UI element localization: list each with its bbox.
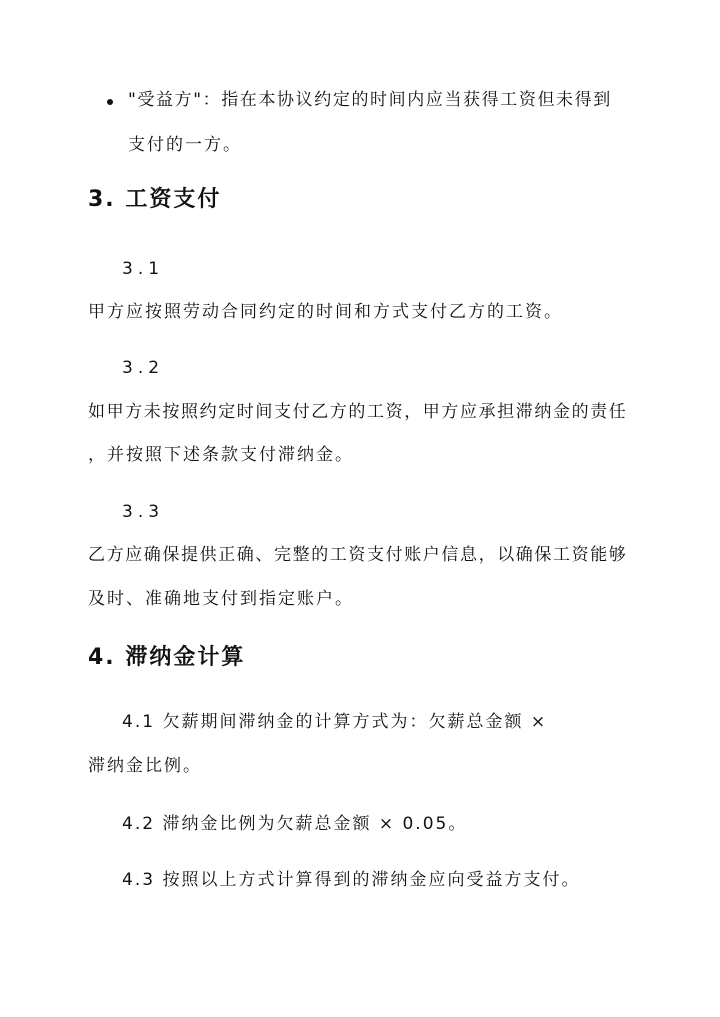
clause-4-2: 4.2 滞纳金比例为欠薪总金额 × 0.05。	[122, 814, 468, 834]
clause-4-1-line-1: 4.1 欠薪期间滞纳金的计算方式为：欠薪总金额 ×	[122, 712, 548, 732]
section-4-heading: 4. 滞纳金计算	[88, 645, 246, 670]
clause-3-3-line-1: 乙方应确保提供正确、完整的工资支付账户信息，以确保工资能够	[88, 545, 628, 565]
bullet-point	[107, 99, 113, 105]
clause-3-1-text: 甲方应按照劳动合同约定的时间和方式支付乙方的工资。	[88, 302, 563, 322]
clause-3-2-line-2: ，并按照下述条款支付滞纳金。	[88, 445, 354, 465]
clause-4-1-line-2: 滞纳金比例。	[88, 756, 202, 776]
clause-3-1-number: 3.1	[122, 259, 165, 279]
clause-3-2-line-1: 如甲方未按照约定时间支付乙方的工资，甲方应承担滞纳金的责任	[88, 402, 628, 422]
clause-3-3-line-2: 及时、准确地支付到指定账户。	[88, 589, 354, 609]
beneficiary-definition-line-2: 支付的一方。	[128, 135, 242, 155]
clause-3-3-number: 3.3	[122, 502, 165, 522]
clause-4-3: 4.3 按照以上方式计算得到的滞纳金应向受益方支付。	[122, 870, 581, 890]
clause-3-2-number: 3.2	[122, 358, 165, 378]
beneficiary-definition-line-1: "受益方"：指在本协议约定的时间内应当获得工资但未得到	[128, 90, 612, 110]
section-3-heading: 3. 工资支付	[88, 187, 222, 212]
